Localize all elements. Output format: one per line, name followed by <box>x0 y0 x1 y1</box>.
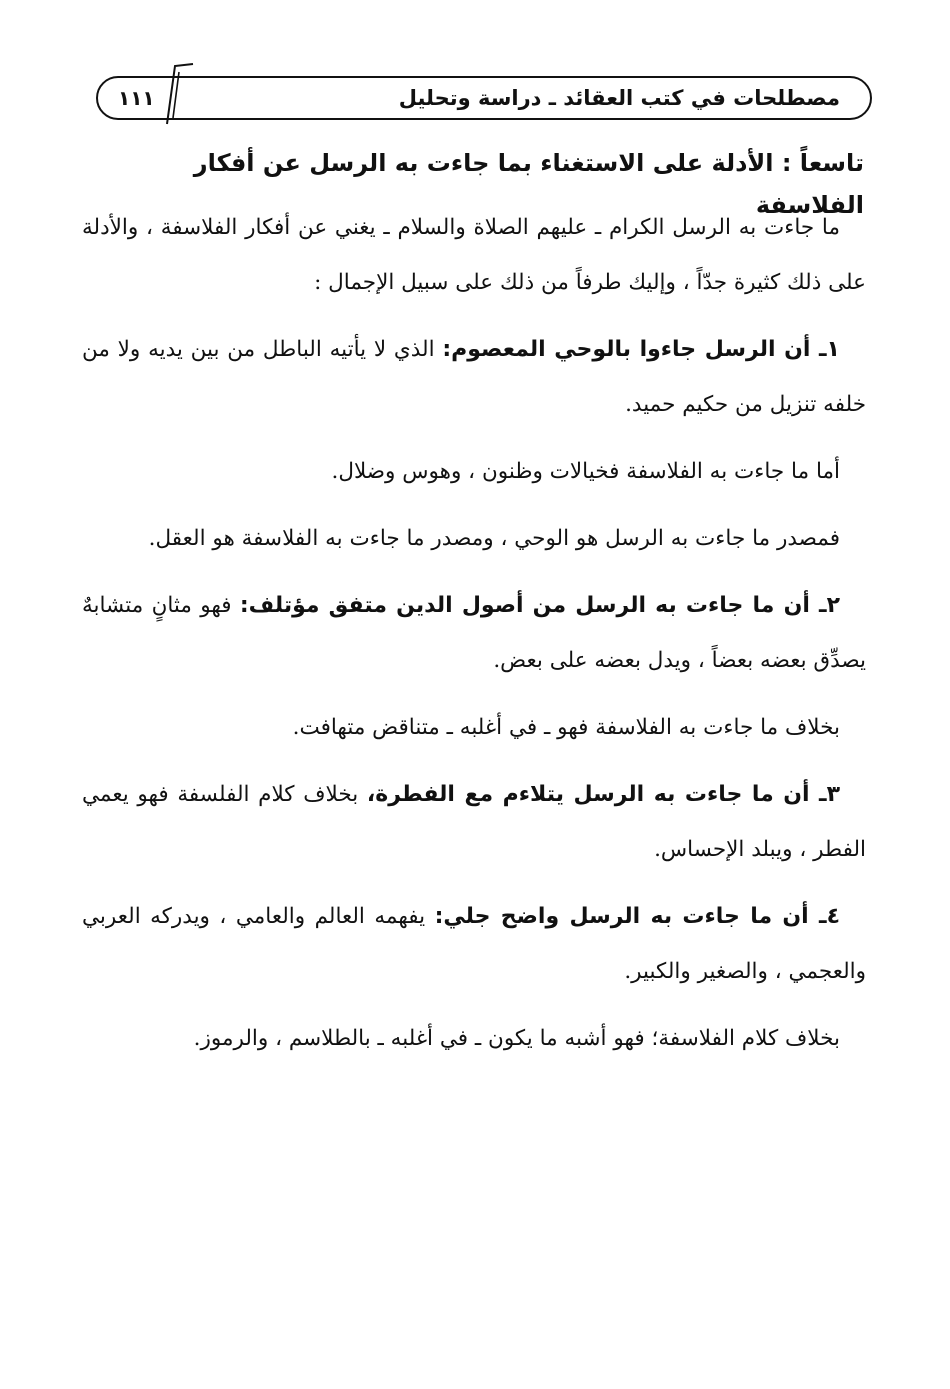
point-4-text: يفهمه العالم والعامي ، ويدركه العربي والعجمي ، والصغير والكبير. <box>82 904 866 984</box>
header-tab-divider <box>163 62 193 126</box>
running-header <box>96 76 872 120</box>
section-body <box>82 200 866 1078</box>
point-4-lead: ٤ـ أن ما جاءت به الرسل واضح جلي: <box>434 904 840 929</box>
point-4-note-1: بخلاف كلام الفلاسفة؛ فهو أشبه ما يكون ـ في أغلبه ـ بالطلاسم ، والرموز. <box>193 1026 840 1051</box>
point-4 <box>82 889 866 999</box>
point-2 <box>82 578 866 688</box>
point-1-lead: ١ـ أن الرسل جاءوا بالوحي المعصوم: <box>442 337 840 362</box>
point-2-lead: ٢ـ أن ما جاءت به الرسل من أصول الدين متفق مؤتلف: <box>239 593 840 618</box>
point-3-lead: ٣ـ أن ما جاءت به الرسل يتلاءم مع الفطرة، <box>366 782 840 807</box>
section-heading: تاسعاً : الأدلة على الاستغناء بما جاءت به الرسل عن أفكار الفلاسفة <box>193 149 864 219</box>
point-1-note-1: أما ما جاءت به الفلاسفة فخيالات وظنون ، وهوس وضلال. <box>331 459 840 484</box>
point-2-note-1: بخلاف ما جاءت به الفلاسفة فهو ـ في أغلبه ـ متناقض متهافت. <box>292 715 840 740</box>
point-1-note-2: فمصدر ما جاءت به الرسل هو الوحي ، ومصدر ما جاءت به الفلاسفة هو العقل. <box>148 526 840 551</box>
point-3 <box>82 767 866 877</box>
page-number: ١١١ <box>118 86 155 110</box>
point-2-text: فهو مثانٍ متشابهٌ يصدِّق بعضه بعضاً ، ويدل بعضه على بعض. <box>82 593 866 673</box>
point-3-text: بخلاف كلام الفلسفة فهو يعمي الفطر ، ويبلد الإحساس. <box>82 782 866 862</box>
header-title: مصطلحات في كتب العقائد ـ دراسة وتحليل <box>398 86 840 110</box>
point-1 <box>82 322 866 432</box>
intro-paragraph: ما جاءت به الرسل الكرام ـ عليهم الصلاة والسلام ـ يغني عن أفكار الفلاسفة ، والأدلة على ذلك كثيرة جدّاً ، وإليك طرفاً من ذلك على سبيل الإجمال : <box>82 215 866 295</box>
point-1-text: الذي لا يأتيه الباطل من بين يديه ولا من خلفه تنزيل من حكيم حميد. <box>82 337 866 417</box>
